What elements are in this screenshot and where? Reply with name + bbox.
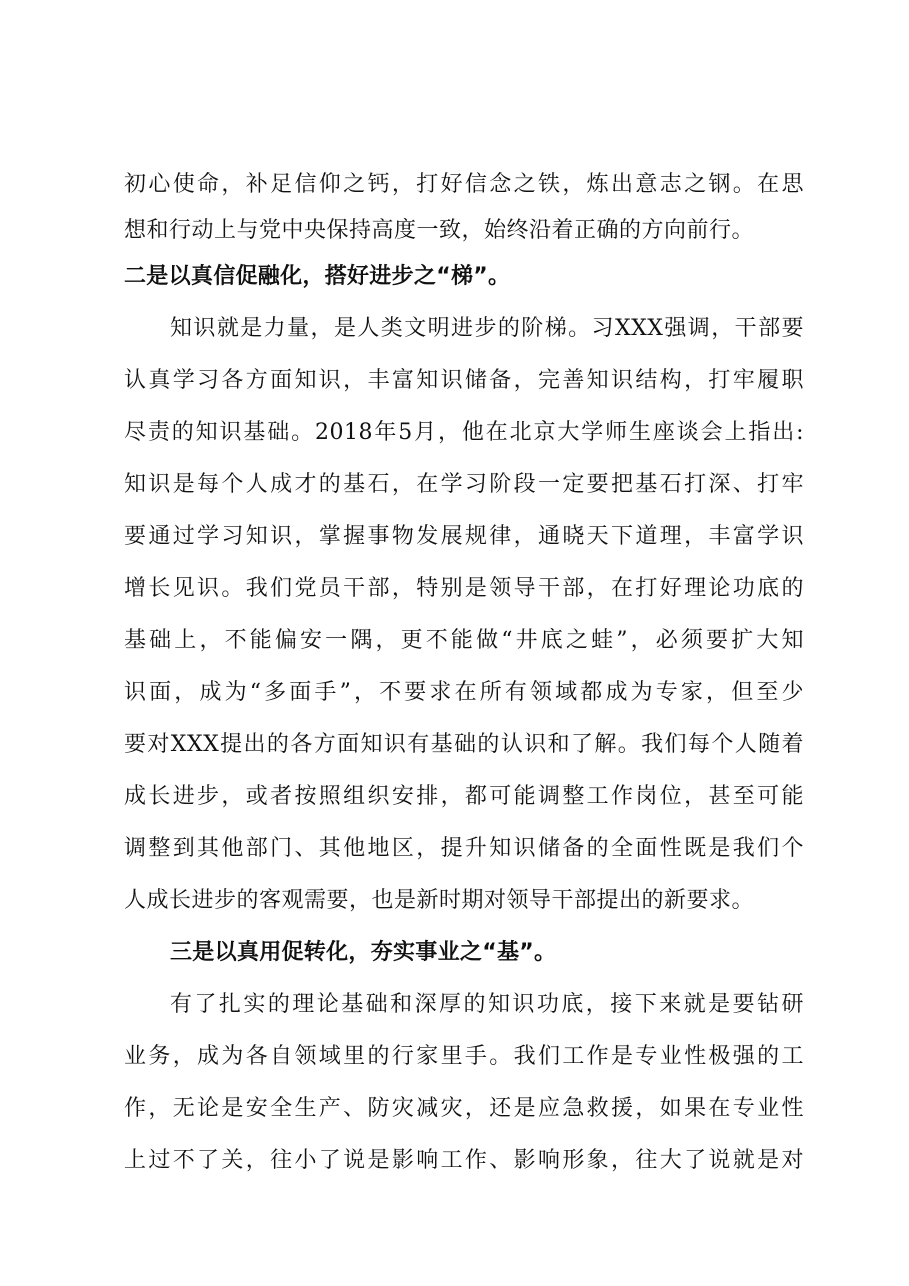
text-line: 要对XXX提出的各方面知识有基础的认识和了解。我们每个人随着 (124, 732, 804, 757)
text-line: 上过不了关，往小了说是影响工作、影响形象，往大了说就是对 (124, 1148, 804, 1173)
text-line: 要通过学习知识，掌握事物发展规律，通晓天下道理，丰富学识 (124, 524, 804, 549)
text-line: 人成长进步的客观需要，也是新时期对领导干部提出的新要求。 (124, 888, 755, 913)
section-heading-2: 二是以真信促融化，搭好进步之“梯”。 (124, 264, 511, 289)
text-line: 有了扎实的理论基础和深厚的知识功底，接下来就是要钻研 (170, 992, 804, 1017)
section-heading-3: 三是以真用促转化，夯实事业之“基”。 (170, 940, 557, 965)
text-line: 成长进步，或者按照组织安排，都可能调整工作岗位，甚至可能 (124, 784, 804, 809)
text-line: 基础上，不能偏安一隅，更不能做“井底之蛙”，必须要扩大知 (124, 628, 804, 653)
text-line: 业务，成为各自领域里的行家里手。我们工作是专业性极强的工 (124, 1044, 804, 1069)
text-line: 识面，成为“多面手”，不要求在所有领域都成为专家，但至少 (124, 680, 804, 705)
text-line: 初心使命，补足信仰之钙，打好信念之铁，炼出意志之钢。在思 (124, 172, 804, 197)
text-line: 尽责的知识基础。2018年5月，他在北京大学师生座谈会上指出: (124, 420, 804, 445)
text-line: 知识是每个人成才的基石，在学习阶段一定要把基石打深、打牢 (124, 472, 804, 497)
text-line: 作，无论是安全生产、防灾减灾，还是应急救援，如果在专业性 (124, 1096, 804, 1121)
text-line: 调整到其他部门、其他地区，提升知识储备的全面性既是我们个 (124, 836, 804, 861)
text-line: 知识就是力量，是人类文明进步的阶梯。习XXX强调，干部要 (170, 316, 804, 341)
text-line: 认真学习各方面知识，丰富知识储备，完善知识结构，打牢履职 (124, 368, 804, 393)
text-line: 想和行动上与党中央保持高度一致，始终沿着正确的方向前行。 (124, 218, 755, 243)
text-line: 增长见识。我们党员干部，特别是领导干部，在打好理论功底的 (124, 576, 804, 601)
